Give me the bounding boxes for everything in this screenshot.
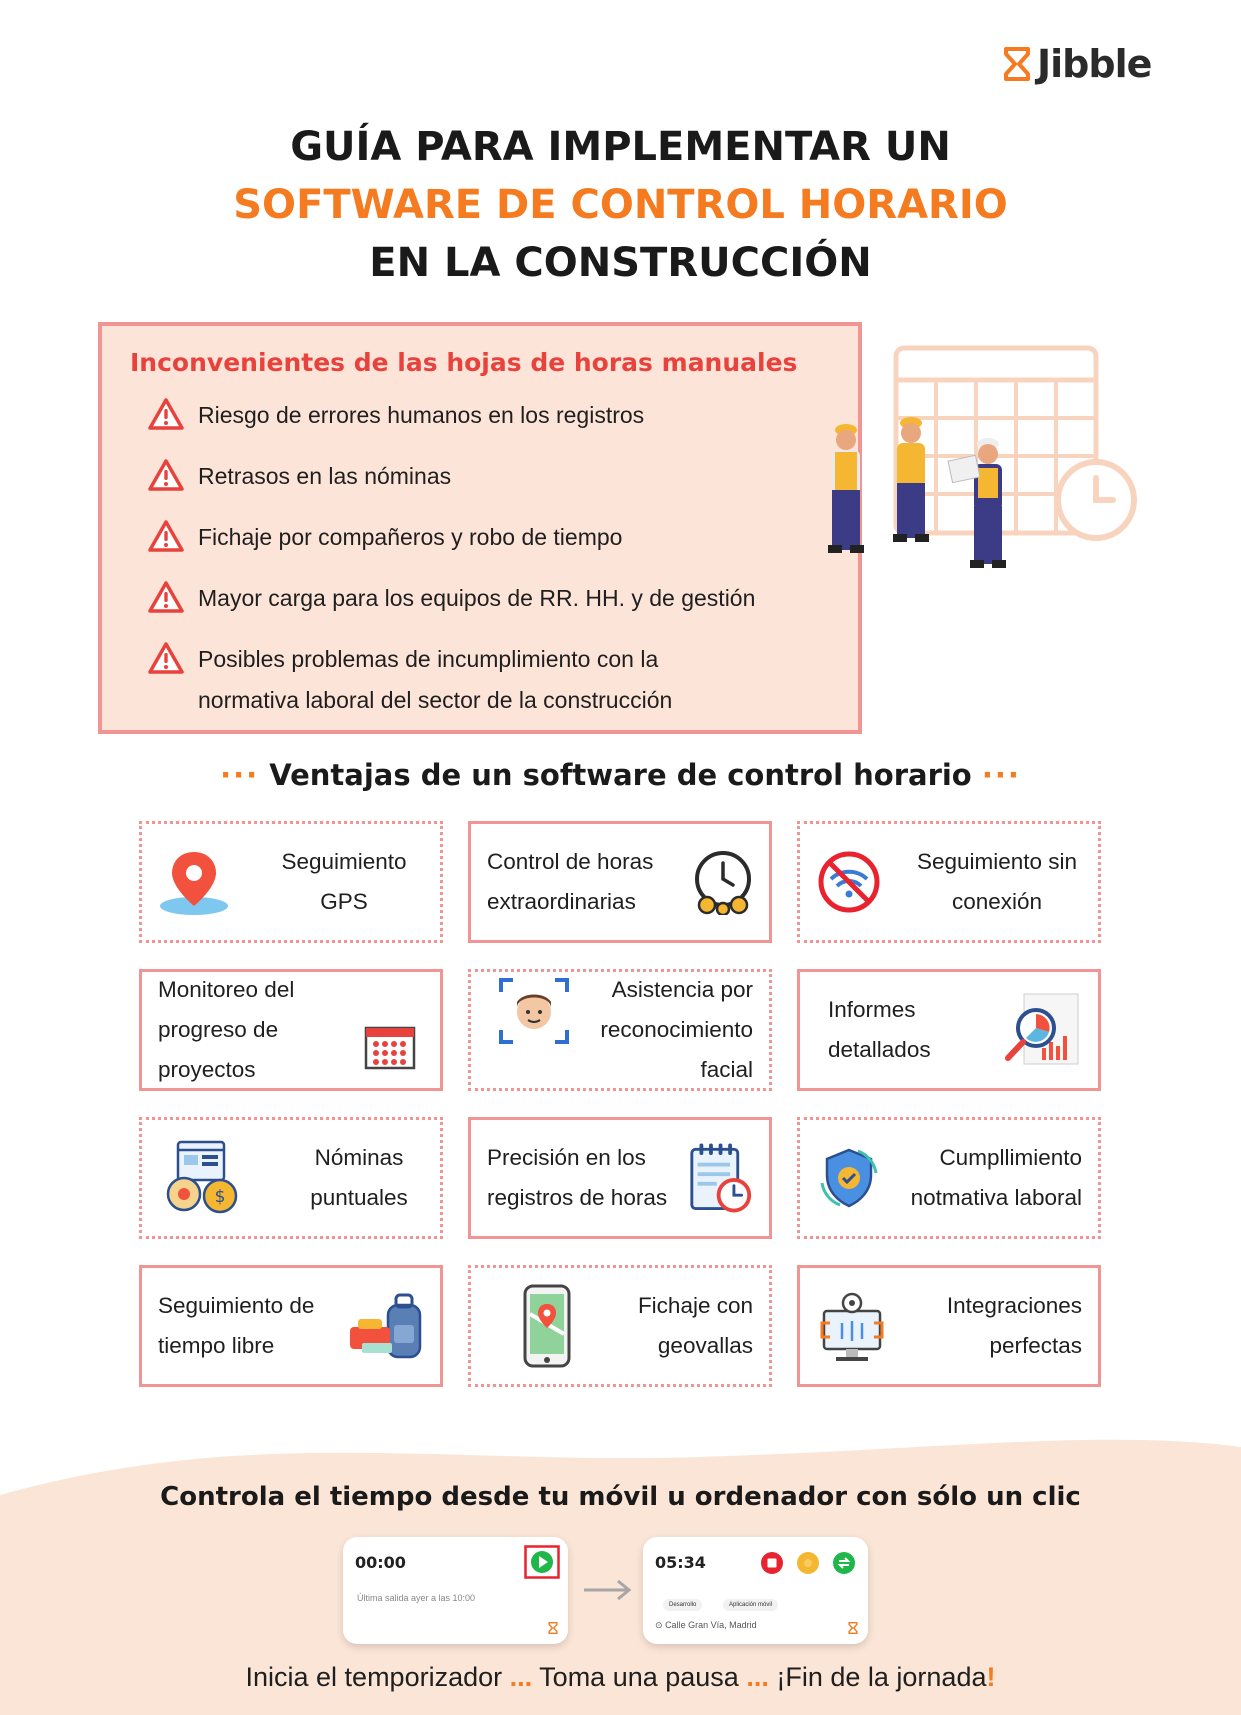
problem-item <box>148 456 834 497</box>
alarm-clock-icon <box>693 849 753 915</box>
svg-text:$: $ <box>214 1187 226 1207</box>
stop-button[interactable] <box>760 1551 784 1575</box>
advantage-label: Precisión en los registros de horas <box>487 1145 668 1210</box>
title-line-3: EN LA CONSTRUCCIÓN <box>369 240 872 286</box>
phone-map-icon <box>517 1284 577 1368</box>
advantage-card-facial <box>468 969 772 1091</box>
advantage-card-reports <box>797 969 1101 1091</box>
advantage-label: Nóminas puntuales <box>310 1145 408 1210</box>
advantage-card-precision <box>468 1117 772 1239</box>
problem-text: Fichaje por compañeros y robo de tiempo <box>198 524 623 550</box>
brand-logo <box>1003 42 1151 86</box>
location-pin-icon: ⊙ <box>655 1620 663 1630</box>
page-title <box>0 118 1241 292</box>
problems-box <box>98 322 862 734</box>
advantage-card-geofence <box>468 1265 772 1387</box>
problem-text: Posibles problemas de incumplimiento con la normativa laboral del sector de la construcción <box>198 646 673 713</box>
advantage-label: Informes detallados <box>828 997 931 1062</box>
timer-value: 05:34 <box>655 1553 706 1572</box>
advantage-card-payroll <box>139 1117 443 1239</box>
play-button[interactable] <box>524 1545 560 1579</box>
advantage-label: Monitoreo del progreso de proyectos <box>158 977 295 1082</box>
hourglass-logo-icon <box>548 1622 558 1634</box>
advantage-card-gps <box>139 821 443 943</box>
title-line-2: SOFTWARE DE CONTROL HORARIO <box>233 182 1008 228</box>
switch-button[interactable] <box>832 1551 856 1575</box>
last-exit-text: Última salida ayer a las 10:00 <box>357 1593 476 1603</box>
advantage-label: Seguimiento sin conexión <box>916 849 1078 914</box>
warning-icon <box>148 397 184 431</box>
problem-text: Riesgo de errores humanos en los registros <box>198 402 645 428</box>
warning-icon <box>148 641 184 675</box>
problem-item <box>148 578 834 619</box>
problem-text: Mayor carga para los equipos de RR. HH. y de gestión <box>198 585 756 611</box>
advantage-card-time-off <box>139 1265 443 1387</box>
title-dots-right: ··· <box>981 758 1021 792</box>
pause-button[interactable] <box>796 1551 820 1575</box>
location-value: Calle Gran Vía, Madrid <box>665 1620 757 1630</box>
calendar-icon <box>364 1022 416 1070</box>
arrow-right-icon <box>582 1578 634 1602</box>
caption-pause: Toma una pausa <box>539 1662 739 1692</box>
payroll-icon <box>158 1138 242 1218</box>
location-text <box>655 1620 757 1631</box>
hourglass-logo-icon <box>1003 47 1031 81</box>
caption-separator: ... <box>509 1662 533 1692</box>
caption-separator: ... <box>746 1662 769 1692</box>
activity-chip: Aplicación móvil <box>723 1599 778 1611</box>
advantage-label: Cumpllimiento notmativa laboral <box>910 1145 1082 1210</box>
advantage-content <box>158 970 372 1090</box>
advantages-title <box>0 758 1241 792</box>
advantages-grid <box>139 821 1101 1387</box>
warning-icon <box>148 519 184 553</box>
construction-workers-illustration <box>808 340 1148 610</box>
advantage-card-overtime <box>468 821 772 943</box>
no-wifi-icon <box>816 849 882 915</box>
advantage-card-offline <box>797 821 1101 943</box>
caption-start: Inicia el temporizador <box>245 1662 503 1692</box>
monitor-gear-icon <box>816 1289 888 1363</box>
problem-item <box>148 517 834 558</box>
shield-check-icon <box>816 1145 882 1211</box>
hourglass-logo-icon <box>848 1622 858 1634</box>
problem-text: Retrasos en las nóminas <box>198 463 452 489</box>
warning-icon <box>148 458 184 492</box>
advantage-label: Asistencia por reconocimiento facial <box>600 977 753 1082</box>
advantages-title-text: Ventajas de un software de control horario <box>269 758 972 792</box>
luggage-icon <box>348 1291 424 1361</box>
footer-title: Controla el tiempo desde tu móvil u ordenador con sólo un clic <box>160 1482 1081 1512</box>
title-line-1: GUÍA PARA IMPLEMENTAR UN <box>290 124 951 170</box>
report-magnifier-icon <box>1002 992 1082 1068</box>
problems-title: Inconvenientes de las hojas de horas manuales <box>130 348 798 377</box>
caption-exclamation: ! <box>986 1662 996 1692</box>
advantage-label: Seguimiento de tiempo libre <box>158 1293 315 1358</box>
footer-caption <box>0 1662 1241 1693</box>
advantage-label: Fichaje con geovallas <box>637 1293 753 1358</box>
timesheet-clock-icon <box>688 1140 753 1216</box>
warning-icon <box>148 580 184 614</box>
title-dots-left: ··· <box>220 758 260 792</box>
brand-name: Jibble <box>1037 42 1152 86</box>
timer-widget-start <box>343 1537 568 1644</box>
advantage-label: Control de horas extraordinarias <box>487 849 654 914</box>
timer-value: 00:00 <box>355 1553 406 1572</box>
problem-item <box>148 639 834 721</box>
face-scan-icon <box>499 978 569 1044</box>
advantage-label: Integraciones perfectas <box>946 1293 1082 1358</box>
project-chip: Desarrollo <box>663 1599 702 1611</box>
gps-pin-icon <box>158 846 230 918</box>
advantage-card-integrations <box>797 1265 1101 1387</box>
advantage-card-compliance <box>797 1117 1101 1239</box>
problem-item <box>148 395 834 436</box>
timer-widget-running <box>643 1537 868 1644</box>
caption-end: ¡Fin de la jornada <box>776 1662 987 1692</box>
advantage-label: Seguimiento GPS <box>281 849 407 914</box>
advantage-card-projects <box>139 969 443 1091</box>
